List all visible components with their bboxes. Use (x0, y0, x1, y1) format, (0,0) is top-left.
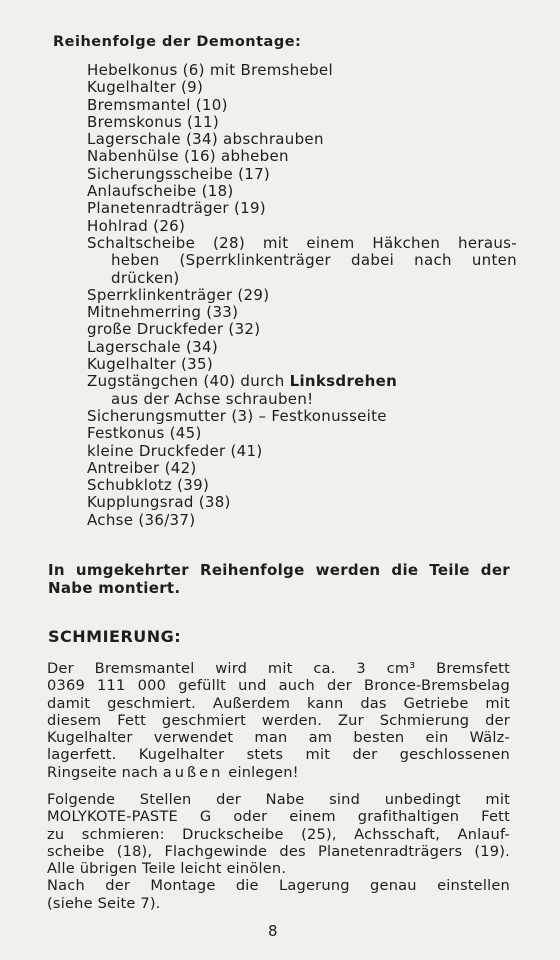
step-item: Achse (36/37) (87, 510, 196, 529)
text-line: damit geschmiert. Außerdem kann das Getriebe mit (47, 694, 510, 712)
step-item-zugstaengchen (87, 373, 517, 408)
step-emphasis: Linksdrehen (289, 372, 398, 391)
text-line: scheibe (18), Flachgewinde des Planetenradträgers (19). (47, 842, 510, 860)
disassembly-heading: Reihenfolge der Demontage: (53, 34, 302, 50)
step-item: Hohlrad (26) (87, 216, 186, 235)
step-item: Lagerschale (34) abschrauben (87, 130, 324, 149)
note-line: Nabe montiert. (48, 579, 181, 597)
lubrication-title: SCHMIERUNG: (48, 627, 182, 646)
step-item: Nabenhülse (16) abheben (87, 147, 289, 166)
step-line: drücken) (111, 268, 180, 287)
step-line: aus der Achse schrauben! (111, 389, 314, 408)
text-line: Der Bremsmantel wird mit ca. 3 cm³ Bremsfett (47, 660, 510, 677)
step-item: Bremskonus (11) (87, 112, 219, 131)
text-fragment: Ringseite nach (47, 763, 163, 781)
step-line: heben (Sperrklinkenträger dabei nach unten (111, 251, 517, 270)
text-line: (siehe Seite 7). (47, 894, 161, 912)
step-item: Kugelhalter (35) (87, 355, 214, 374)
step-item: Bremsmantel (10) (87, 95, 228, 114)
text-line: lagerfett. Kugelhalter stets mit der geschlossenen (47, 746, 510, 764)
step-item: Festkonus (45) (87, 424, 202, 443)
step-item: Anlaufscheibe (18) (87, 182, 234, 201)
step-item: Kugelhalter (9) (87, 78, 204, 97)
step-item: kleine Druckfeder (41) (87, 441, 263, 460)
page-number: 8 (268, 922, 278, 940)
text-line: Nach der Montage die Lagerung genau einstellen (47, 877, 510, 895)
disassembly-steps (87, 62, 517, 529)
text-line: 0369 111 000 gefüllt und auch der Bronce-Bremsbelag (47, 677, 510, 695)
step-item: Planetenradträger (19) (87, 199, 266, 218)
step-text: Zugstängchen (40) durch (87, 372, 290, 391)
step-item: große Druckfeder (32) (87, 320, 261, 339)
text-line: Folgende Stellen der Nabe sind unbedingt mit (47, 791, 510, 808)
step-line: Schaltscheibe (28) mit einem Häkchen heraus- (87, 233, 517, 252)
step-item: Sperrklinkenträger (29) (87, 285, 270, 304)
step-item: Sicherungsmutter (3) – Festkonusseite (87, 406, 387, 425)
lubrication-paragraph-2 (47, 791, 510, 912)
step-item: Lagerschale (34) (87, 337, 218, 356)
text-line: MOLYKOTE-PASTE G oder einem grafithaltigen Fett (47, 808, 510, 826)
assembly-note (48, 561, 510, 597)
step-item: Mitnehmerring (33) (87, 303, 239, 322)
step-item: Schubklotz (39) (87, 476, 210, 495)
text-line: Alle übrigen Teile leicht einölen. (47, 860, 287, 878)
text-fragment: einlegen! (223, 763, 299, 781)
text-line: diesem Fett geschmiert werden. Zur Schmierung der (47, 711, 510, 729)
spaced-emphasis: außen (162, 763, 224, 781)
step-item: Antreiber (42) (87, 458, 197, 477)
text-line: zu schmieren: Druckscheibe (25), Achsschaft, Anlauf- (47, 825, 510, 843)
step-item: Sicherungsscheibe (17) (87, 164, 271, 183)
text-line (47, 764, 510, 781)
text-line: Kugelhalter verwendet man am besten ein Wälz- (47, 729, 510, 747)
step-item: Kupplungsrad (38) (87, 493, 231, 512)
step-item: Hebelkonus (6) mit Bremshebel (87, 61, 333, 79)
lubrication-paragraph-1 (47, 660, 510, 781)
step-item-schaltscheibe (87, 235, 517, 287)
note-line: In umgekehrter Reihenfolge werden die Teile der (48, 561, 510, 579)
